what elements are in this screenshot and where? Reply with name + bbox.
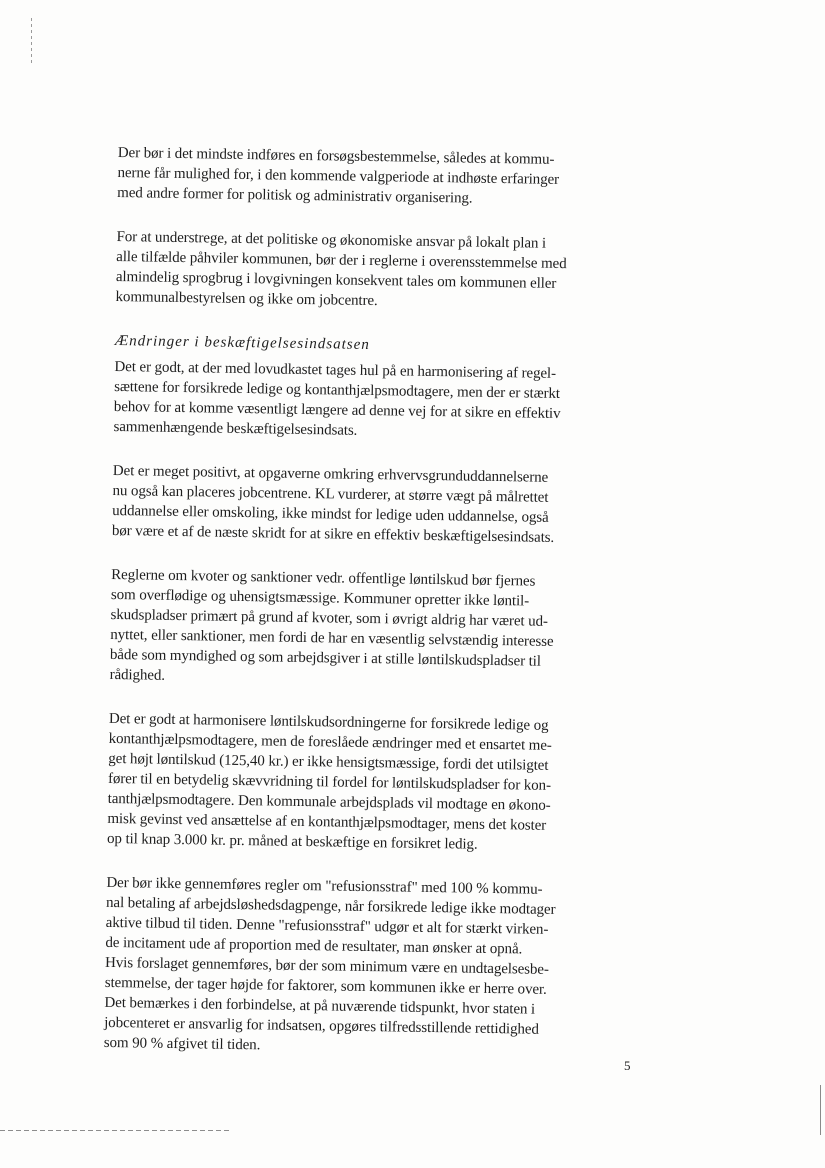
text-line: jobcenteret er ansvarlig for indsatsen, opgøres tilfredsstillende rettidighed <box>104 1014 539 1038</box>
text-line: Det er godt, at der med lovudkastet tages hul på en harmonisering af regel- <box>114 358 557 382</box>
text-line: som overflødige og uhensigtsmæssige. Kommuner opretter ikke løntil- <box>110 586 530 610</box>
text-line: Det bemærkes i den forbindelse, at på nuværende tidspunkt, hvor staten i <box>104 994 536 1018</box>
text-line: fører til en betydelig skævvridning til fordel for løntilskudspladser for kon- <box>107 770 552 794</box>
text-line: behov for at komme væsentligt længere ad denne vej for at sikre en effektiv <box>113 398 561 422</box>
text-line: kommunalbestyrelsen og ikke om jobcentre. <box>115 288 378 310</box>
text-line: de incitament ude af proportion med de resultater, man ønsker at opnå. <box>105 934 523 958</box>
text-line: Der bør ikke gennemføres regler om "refusionsstraf" med 100 % kommu- <box>106 874 543 898</box>
text-line: nyttet, eller sanktioner, men fordi de har en væsentlig selvstændig interesse <box>110 626 554 650</box>
text-line: rådighed. <box>109 666 166 684</box>
paragraph-7 <box>104 873 589 1061</box>
text-line: stemmelse, der tager højde for faktorer, som kommunen ikke er herre over. <box>104 974 547 998</box>
text-line: misk gevinst ved ansættelse af en kontanthjælpsmodtager, mens det koster <box>107 810 547 834</box>
text-line: alle tilfælde påhviler kommunen, bør der i reglerne i overensstemmelse med <box>116 248 567 273</box>
text-line: For at understrege, at det politiske og økonomiske ansvar på lokalt plan i <box>116 228 547 252</box>
text-line: kontanthjælpsmodtagere, men de foreslåede ændringer med et ensartet me- <box>108 730 552 754</box>
scan-artifact-bottom <box>0 1130 230 1131</box>
text-line: tanthjælpsmodtagere. Den kommunale arbejdsplads vil modtage en økono- <box>107 790 551 814</box>
text-line: nal betaling af arbejdsløshedsdagpenge, når forsikrede ledige ikke modtager <box>105 894 556 918</box>
paragraph-6 <box>107 709 591 857</box>
text-line: almindelig sprogbrug i lovgivningen konsekvent tales om kommunen eller <box>115 268 557 292</box>
paragraph-5 <box>109 565 593 693</box>
paragraph-1 <box>117 143 600 211</box>
page-number: 5 <box>624 1058 631 1073</box>
text-line: Det er meget positivt, at opgaverne omkring erhvervsgrunduddannelserne <box>112 462 549 486</box>
text-line: skudspladser primært på grund af kvoter, som i øvrigt aldrig har været ud- <box>110 606 548 630</box>
scan-artifact-right <box>820 1085 821 1135</box>
text-line: op til knap 3.000 kr. pr. måned at beskæftige en forsikret ledig. <box>106 830 478 853</box>
text-line: Det er godt at harmonisere løntilskudsordningerne for forsikrede ledige og <box>108 710 549 734</box>
text-line: med andre former for politisk og administrativ organisering. <box>117 184 473 207</box>
text-line: get højt løntilskud (125,40 kr.) er ikke hensigtsmæssige, fordi det utilsigtet <box>108 750 549 774</box>
text-line: uddannelse eller omskoling, ikke mindst for ledige uden uddannelse, også <box>112 502 549 526</box>
text-line: Der bør i det mindste indføres en forsøgsbestemmelse, således at kommu- <box>117 144 555 168</box>
text-line: sættene for forsikrede ledige og kontanthjælpsmodtagere, men der er stærkt <box>114 378 561 402</box>
scan-artifact-left <box>31 18 32 66</box>
paragraph-2 <box>115 227 598 315</box>
text-line: som 90 % afgivet til tiden. <box>103 1034 261 1054</box>
text-line: Reglerne om kvoter og sanktioner vedr. offentlige løntilskud bør fjernes <box>111 566 536 590</box>
text-line: nerne får mulighed for, i den kommende valgperiode at indhøste erfaringer <box>117 164 560 188</box>
text-line: aktive tilbud til tiden. Denne "refusionsstraf" udgør et alt for stærkt virken- <box>105 914 549 938</box>
text-line: sammenhængende beskæftigelsesindsats. <box>113 418 358 439</box>
paragraph-3 <box>113 357 596 445</box>
section-heading: Ændringer i beskæftigelsesindsatsen <box>114 332 370 353</box>
text-line: nu også kan placeres jobcentrene. KL vurderer, at større vægt på målrettet <box>112 482 549 506</box>
text-line: Hvis forslaget gennemføres, bør der som minimum være en undtagelsesbe- <box>104 954 549 978</box>
document-body <box>103 143 600 1084</box>
paragraph-4 <box>112 461 595 549</box>
text-line: både som myndighed og som arbejdsgiver i at stille løntilskudspladser til <box>109 646 542 670</box>
text-line: bør være et af de næste skridt for at sikre en effektiv beskæftigelsesindsats. <box>111 522 555 546</box>
